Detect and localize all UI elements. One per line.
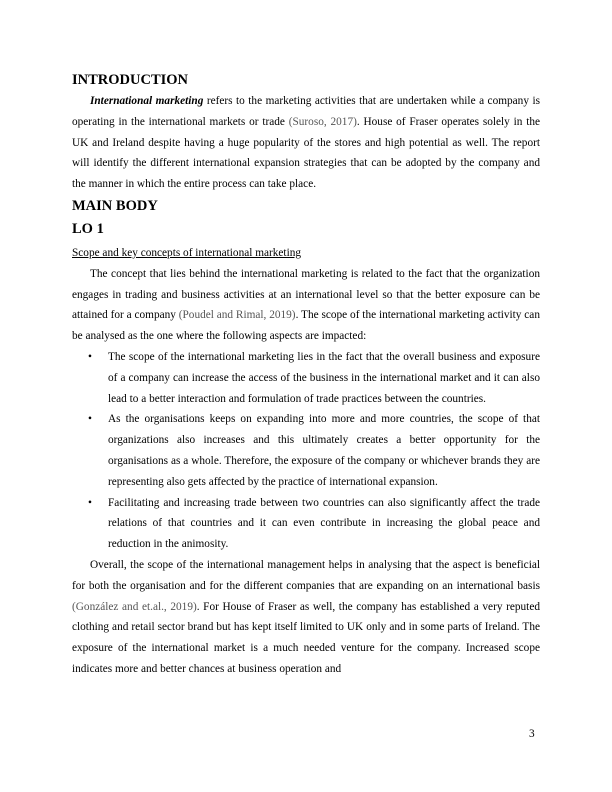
list-item-text: The scope of the international marketing lies in the fact that the overall business and exposure of a company can increase the access of the business in the international market and it can also lead to a better interaction and formulation of trade practices between the countries.	[108, 350, 540, 405]
list-item	[72, 409, 540, 492]
para2-text-2: . For House of Fraser as well, the company has established a very reputed clothing and retail sector brand but has kept itself limited to UK only and in some parts of Ireland. The exposure of the international market is a much needed venture for the company. Increased scope indicates more and better chances at business operation and	[72, 600, 540, 675]
bullet-icon: •	[88, 350, 92, 363]
bullet-icon: •	[88, 413, 92, 426]
list-item-text: As the organisations keeps on expanding into more and more countries, the scope of that organizations also increases and this ultimately creates a better opportunity for the organisations as a whole. Therefore, the exposure of the company or whichever brands they are representing also gets affected by the practice of international expansion.	[108, 413, 540, 488]
page-number: 3	[529, 728, 535, 740]
document-page	[72, 70, 540, 680]
lead-term: International marketing	[90, 95, 204, 107]
intro-citation: (Suroso, 2017)	[288, 115, 357, 128]
intro-text-2: . House of Fraser operates solely in the UK and Ireland despite having a huge popularity of the stores and high potential as well. The report will identify the different international expansion strategies that can be adopted by the company and the manner in which the entire process can take place.	[72, 115, 541, 191]
list-item-text: Facilitating and increasing trade between two countries can also significantly affect the trade relations of that countries and it can even contribute in increasing the global peace and reduction in the animosity.	[108, 496, 540, 551]
list-item	[72, 347, 540, 409]
para1-text-2: . The scope of the international marketing activity can be analysed as the one where the following aspects are impacted:	[72, 309, 540, 343]
para1-citation: (Poudel and Rimal, 2019)	[178, 309, 296, 322]
list-item	[72, 493, 540, 555]
introduction-paragraph	[72, 91, 540, 195]
para2-text-1: Overall, the scope of the international management helps in analysing that the aspect is beneficial for both the organisation and for the different companies that are expanding on an international basis	[72, 558, 540, 592]
main-body-heading: MAIN BODY	[72, 197, 158, 214]
bullet-icon: •	[88, 496, 92, 509]
introduction-heading: INTRODUCTION	[72, 72, 189, 88]
para2-citation: (González and et.al., 2019)	[72, 600, 197, 613]
intro-text-1: refers to the marketing activities that are undertaken while a company is operating in the international markets or trade	[72, 95, 540, 128]
body-paragraph-1	[72, 264, 540, 347]
lo-heading: LO 1	[72, 220, 104, 237]
section-subheading: Scope and key concepts of international marketing	[72, 246, 301, 259]
para1-text-1: The concept that lies behind the international marketing is related to the fact that the organization engages in trading and business activities at an international level so that the better exposure can be attained for a company	[72, 267, 540, 322]
bullet-list	[72, 347, 540, 555]
body-paragraph-2	[72, 555, 540, 680]
